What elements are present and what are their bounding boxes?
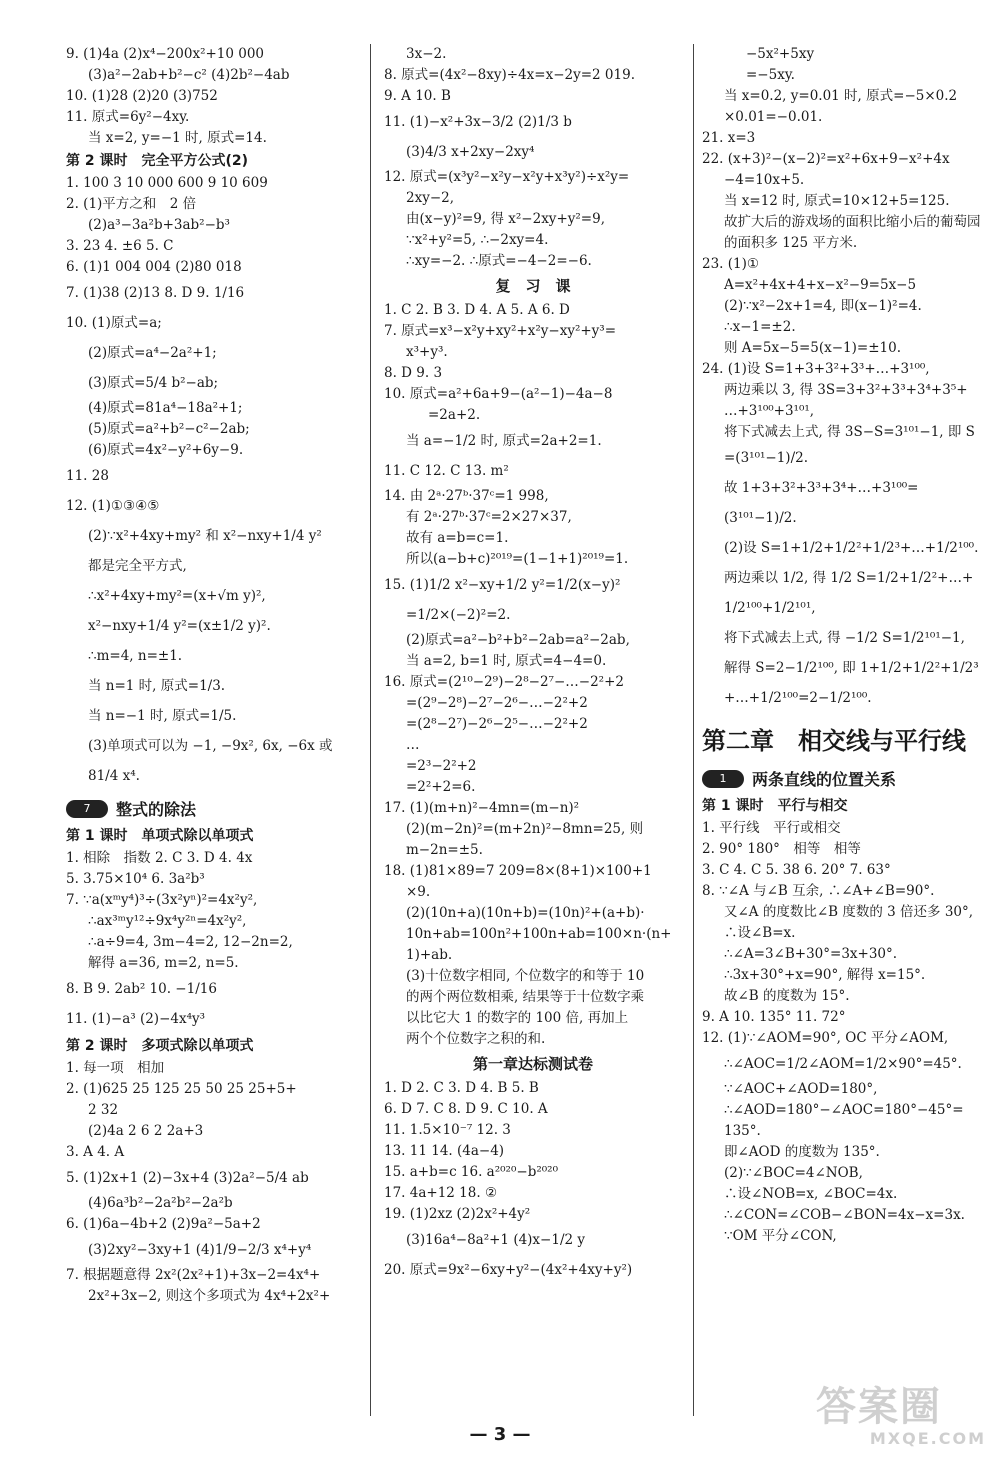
answer-line: … (406, 737, 420, 753)
answer-line: 当 a=−1/2 时, 原式=2a+2=1. (406, 433, 602, 449)
answer-line: (6)原式=4x²−y²+6y−9. (88, 442, 244, 458)
answer-line: A=x²+4x+4+x−x²−9=5x−5 (724, 277, 917, 293)
answer-line: 17. (1)(m+n)²−4mn=(m−n)² (384, 800, 580, 816)
answer-line: ∴x²+4xy+my²=(x+√m y)², (88, 588, 266, 604)
answer-line: 当 n=−1 时, 原式=1/5. (88, 708, 237, 724)
answer-line: 6. (1)1 004 004 (2)80 018 (66, 259, 242, 275)
answer-line: 10. (1)原式=a; (66, 315, 162, 331)
answer-line: 11. 28 (66, 468, 109, 484)
answer-line: 3x−2. (406, 46, 447, 62)
answer-line: x²−nxy+1/4 y²=(x±1/2 y)². (88, 618, 271, 634)
answer-line: x³+y³. (406, 344, 448, 360)
answer-line: (3)a²−2ab+b²−c² (4)2b²−4ab (88, 67, 290, 83)
answer-line: 故 1+3+3²+3³+3⁴+…+3¹⁰⁰= (724, 480, 919, 496)
answer-line: ∴∠AOC=1/2∠AOM=1/2×90°=45°. (724, 1056, 962, 1072)
answer-line: =2³−2²+2 (406, 758, 477, 774)
answer-line: 8. D 9. 3 (384, 365, 443, 381)
answer-line: 17. 4a+12 18. ② (384, 1185, 498, 1201)
answer-line: (3)十位数字相同, 个位数字的和等于 10 (406, 968, 645, 984)
answer-line: (3)原式=5/4 b²−ab; (88, 375, 219, 391)
section-title: 两条直线的位置关系 (752, 770, 897, 789)
answer-line: −4=10x+5. (724, 172, 805, 188)
answer-line: ∴∠CON=∠COB−∠BON=4x−x=3x. (724, 1207, 965, 1223)
answer-line: ∴设∠NOB=x, ∠BOC=4x. (724, 1186, 898, 1202)
answer-line: 故扩大后的游戏场的面积比缩小后的葡萄园 (724, 214, 981, 230)
answer-line: 18. (1)81×89=7 209=8×(8+1)×100+1 (384, 863, 652, 879)
column-middle (384, 44, 682, 1285)
watermark-site: MXQE.COM (869, 1429, 986, 1448)
answer-line: ∴∠A=3∠B+30°=3x+30°. (724, 946, 898, 962)
answer-line: ∴∠AOD=180°−∠AOC=180°−45°= (724, 1102, 964, 1118)
answer-line: +…+1/2¹⁰⁰=2−1/2¹⁰⁰. (724, 690, 872, 706)
answer-line: (2)原式=a⁴−2a²+1; (88, 345, 217, 361)
answer-line: (2)a³−3a²b+3ab²−b³ (88, 217, 230, 233)
middle-answers-part2 (384, 300, 682, 1050)
answer-line: 的面积多 125 平方米. (724, 235, 858, 251)
answer-line: 当 x=0.2, y=0.01 时, 原式=−5×0.2 (724, 88, 958, 104)
right-answers-part1 (702, 44, 988, 713)
answer-line: 由(x−y)²=9, 得 x²−2xy+y²=9, (406, 211, 605, 227)
answer-line: m−2n=±5. (406, 842, 483, 858)
answer-line: (3)4/3 x+2xy−2xy⁴ (406, 144, 535, 160)
answer-line: 12. (1)①③④⑤ (66, 498, 160, 514)
answer-line: 11. 原式=6y²−4xy. (66, 109, 190, 125)
right-answers-part2 (702, 794, 988, 1247)
answer-line: 8. 原式=(4x²−8xy)÷4x=x−2y=2 019. (384, 67, 635, 83)
answer-line: (2)4a 2 6 2 2a+3 (88, 1123, 204, 1139)
answer-line: ∴xy=−2. ∴原式=−4−2=−6. (406, 253, 592, 269)
answer-line: (3)16a⁴−8a²+1 (4)x−1/2 y (406, 1232, 586, 1248)
watermark-logo (816, 1385, 986, 1455)
lesson-heading: 第 1 课时 单项式除以单项式 (66, 828, 254, 844)
answer-line: 11. (1)−x²+3x−3/2 (2)1/3 b (384, 114, 572, 130)
section-title: 整式的除法 (116, 800, 197, 819)
answer-line: 135°. (724, 1123, 761, 1139)
answer-line: (2)(10n+a)(10n+b)=(10n)²+(a+b)· (406, 905, 645, 921)
answer-line: 2. 90° 180° 相等 相等 (702, 841, 861, 857)
chapter-test-title: 第一章达标测试卷 (472, 1055, 593, 1073)
answer-line: 当 a=2, b=1 时, 原式=4−4=0. (406, 653, 607, 669)
answer-line: 16. 原式=(2¹⁰−2⁹)−2⁸−2⁷−…−2²+2 (384, 674, 624, 690)
answer-line: 当 n=1 时, 原式=1/3. (88, 678, 226, 694)
answer-line: 12. 原式=(x³y²−x²y−x²y+x³y²)÷x²y= (384, 169, 630, 185)
answer-line: (3¹⁰¹−1)/2. (724, 510, 797, 526)
answer-line: (2)原式=a²−b²+b²−2ab=a²−2ab, (406, 632, 630, 648)
answer-line: 有 2ᵃ·27ᵇ·37ᶜ=2×27×37, (406, 509, 572, 525)
answer-line: 将下式减去上式, 得 3S−S=3¹⁰¹−1, 即 S (724, 424, 975, 440)
answer-line: =−5xy. (746, 67, 795, 83)
answer-line: 1. 每一项 相加 (66, 1060, 165, 1076)
answer-line: ∵x²+y²=5, ∴−2xy=4. (406, 232, 549, 248)
column-divider-2 (693, 44, 694, 1416)
answer-line: =2²+2=6. (406, 779, 476, 795)
answer-line: 1. 平行线 平行或相交 (702, 820, 841, 836)
answer-line: ∴3x+30°+x=90°, 解得 x=15°. (724, 967, 926, 983)
lesson-heading: 第 2 课时 完全平方公式(2) (66, 153, 249, 169)
answer-line: −5x²+5xy (746, 46, 815, 62)
answer-line: 3. A 4. A (66, 1144, 125, 1160)
answer-line: =1/2×(−2)²=2. (406, 607, 511, 623)
answer-line: 24. (1)设 S=1+3+3²+3³+…+3¹⁰⁰, (702, 361, 930, 377)
answer-line: 22. (x+3)²−(x−2)²=x²+6x+9−x²+4x (702, 151, 950, 167)
answer-line: 以比它大 1 的数字的 100 倍, 再加上 (406, 1010, 629, 1026)
answer-line: 又∠A 的度数比∠B 度数的 3 倍还多 30°, (724, 904, 974, 920)
answer-line: 3. C 4. C 5. 38 6. 20° 7. 63° (702, 862, 891, 878)
answer-line: 1/2¹⁰⁰+1/2¹⁰¹, (724, 600, 816, 616)
column-divider-1 (370, 44, 371, 1416)
answer-line: (2)∵x²−2x+1=4, 即(x−1)²=4. (724, 298, 922, 314)
answer-line: 的两个两位数相乘, 结果等于十位数字乘 (406, 989, 645, 1005)
answer-line: 10. (1)28 (2)20 (3)752 (66, 88, 218, 104)
answer-line: 1)+ab. (406, 947, 453, 963)
section-number-badge: 1 (702, 770, 744, 788)
answer-line: 则 A=5x−5=5(x−1)=±10. (724, 340, 901, 356)
answer-line: 23. (1)① (702, 256, 759, 272)
lesson-heading: 第 1 课时 平行与相交 (702, 798, 848, 814)
answer-line: 两边乘以 1/2, 得 1/2 S=1/2+1/2²+…+ (724, 570, 974, 586)
answer-line: 8. B 9. 2ab² 10. −1/16 (66, 981, 217, 997)
answer-line: 5. (1)2x+1 (2)−3x+4 (3)2a²−5/4 ab (66, 1170, 309, 1186)
answer-line: 将下式减去上式, 得 −1/2 S=1/2¹⁰¹−1, (724, 630, 965, 646)
answer-line: 2xy−2, (406, 190, 455, 206)
answer-line: 6. (1)6a−4b+2 (2)9a²−5a+2 (66, 1216, 261, 1232)
answer-line: (2)(m−2n)²=(m+2n)²−8mn=25, 则 (406, 821, 644, 837)
answer-line: 7. (1)38 (2)13 8. D 9. 1/16 (66, 285, 245, 301)
answer-line: 7. 原式=x³−x²y+xy²+x²y−xy²+y³= (384, 323, 617, 339)
answer-line: 2. (1)625 25 125 25 50 25 25+5+ (66, 1081, 297, 1097)
answer-line: 1. D 2. C 3. D 4. B 5. B (384, 1080, 539, 1096)
answer-line: =(3¹⁰¹−1)/2. (724, 450, 808, 466)
left-answers-part2 (66, 824, 358, 1307)
answer-line: (3)单项式可以为 −1, −9x², 6x, −6x 或 (88, 738, 333, 754)
section-header-lines (702, 767, 988, 790)
answer-line: ∴x−1=±2. (724, 319, 796, 335)
answer-line: ∴m=4, n=±1. (88, 648, 183, 664)
column-left (66, 44, 358, 1307)
answer-line: (5)原式=a²+b²−c²−2ab; (88, 421, 250, 437)
answer-line: 6. D 7. C 8. D 9. C 10. A (384, 1101, 548, 1117)
answer-line: 都是完全平方式, (88, 558, 187, 574)
watermark-text: 答案圈 (816, 1384, 942, 1430)
answer-line: =(2⁹−2⁸)−2⁷−2⁶−…−2²+2 (406, 695, 588, 711)
answer-line: ∵OM 平分∠CON, (724, 1228, 837, 1244)
answer-line: 两个个位数字之积的和. (406, 1031, 546, 1047)
middle-answers-part3 (384, 1078, 682, 1285)
answer-line: =2a+2. (428, 407, 481, 423)
answer-line: 2 32 (88, 1102, 119, 1118)
chapter-title: 第二章 相交线与平行线 (702, 727, 966, 755)
answer-line: 11. (1)−a³ (2)−4x⁴y³ (66, 1011, 206, 1027)
answer-line: 9. A 10. 135° 11. 72° (702, 1009, 846, 1025)
answer-line: 3. 23 4. ±6 5. C (66, 238, 174, 254)
answer-line: 解得 S=2−1/2¹⁰⁰, 即 1+1/2+1/2²+1/2³ (724, 660, 979, 676)
answer-line: 2. (1)平方之和 2 倍 (66, 196, 197, 212)
section-number-badge: 7 (66, 800, 108, 818)
answer-line: 解得 a=36, m=2, n=5. (88, 955, 239, 971)
answer-line: 20. 原式=9x²−6xy+y²−(4x²+4xy+y²) (384, 1262, 633, 1278)
answer-line: 1. C 2. B 3. D 4. A 5. A 6. D (384, 302, 570, 318)
answer-line: 81/4 x⁴. (88, 768, 140, 784)
answer-line: 5. 3.75×10⁴ 6. 3a²b³ (66, 871, 205, 887)
answer-line: 12. (1)∵∠AOM=90°, OC 平分∠AOM, (702, 1030, 949, 1046)
answer-line: 9. (1)4a (2)x⁴−200x²+10 000 (66, 46, 265, 62)
answer-line: 1. 相除 指数 2. C 3. D 4. 4x (66, 850, 253, 866)
answer-line: 所以(a−b+c)²⁰¹⁹=(1−1+1)²⁰¹⁹=1. (406, 551, 629, 567)
review-lesson-title: 复 习 课 (495, 277, 571, 295)
answer-line: 10. 原式=a²+6a+9−(a²−1)−4a−8 (384, 386, 613, 402)
answer-line: 9. A 10. B (384, 88, 451, 104)
answer-line: 8. ∵∠A 与∠B 互余, ∴∠A+∠B=90°. (702, 883, 935, 899)
answer-line: 11. 1.5×10⁻⁷ 12. 3 (384, 1122, 511, 1138)
section-header-division (66, 797, 358, 820)
answer-line: 11. C 12. C 13. m² (384, 463, 509, 479)
answer-line: ∴a÷9=4, 3m−4=2, 12−2n=2, (88, 934, 293, 950)
answer-line: ×9. (406, 884, 431, 900)
answer-line: (3)2xy²−3xy+1 (4)1/9−2/3 x⁴+y⁴ (88, 1242, 312, 1258)
lesson-heading: 第 2 课时 多项式除以单项式 (66, 1038, 254, 1054)
answer-line: 1. 100 3 10 000 600 9 10 609 (66, 175, 268, 191)
answer-line: (4)6a³b²−2a²b²−2a²b (88, 1195, 233, 1211)
answer-line: ∵∠AOC+∠AOD=180°, (724, 1081, 878, 1097)
answer-line: (2)∵x²+4xy+my² 和 x²−nxy+1/4 y² (88, 528, 322, 544)
left-answers-part1 (66, 44, 358, 791)
answer-line: 故有 a=b=c=1. (406, 530, 509, 546)
answer-line: 两边乘以 3, 得 3S=3+3²+3³+3⁴+3⁵+ (724, 382, 968, 398)
answer-line: 当 x=12 时, 原式=10×12+5=125. (724, 193, 950, 209)
answer-line: …+3¹⁰⁰+3¹⁰¹, (724, 403, 815, 419)
answer-line: =(2⁸−2⁷)−2⁶−2⁵−…−2²+2 (406, 716, 588, 732)
answer-line: ∴ax³ᵐy¹²÷9x⁴y²ⁿ=4x²y², (88, 913, 247, 929)
answer-line: 当 x=2, y=−1 时, 原式=14. (88, 130, 267, 146)
answer-line: ∴设∠B=x. (724, 925, 796, 941)
answer-line: 7. ∵a(xᵐy⁴)³÷(3x²yⁿ)²=4x²y², (66, 892, 258, 908)
answer-line: 10n+ab=100n²+100n+ab=100×n·(n+ (406, 926, 672, 942)
answer-line: 故∠B 的度数为 15°. (724, 988, 850, 1004)
answer-line: (2)设 S=1+1/2+1/2²+1/2³+…+1/2¹⁰⁰. (724, 540, 979, 556)
answer-line: 15. (1)1/2 x²−xy+1/2 y²=1/2(x−y)² (384, 577, 621, 593)
answer-line: 2x²+3x−2, 则这个多项式为 4x⁴+2x²+ (88, 1288, 331, 1304)
page-number: — 3 — (469, 1424, 531, 1445)
answer-line: 19. (1)2xz (2)2x²+4y² (384, 1206, 531, 1222)
middle-answers-part1 (384, 44, 682, 272)
answer-line: (2)∵∠BOC=4∠NOB, (724, 1165, 863, 1181)
answer-line: ×0.01=−0.01. (724, 109, 823, 125)
answer-line: 13. 11 14. (4a−4) (384, 1143, 505, 1159)
column-right (702, 44, 988, 1247)
answer-line: 7. 根据题意得 2x²(2x²+1)+3x−2=4x⁴+ (66, 1267, 321, 1283)
answer-line: 15. a+b=c 16. a²⁰²⁰−b²⁰²⁰ (384, 1164, 558, 1180)
answer-line: 即∠AOD 的度数为 135°. (724, 1144, 880, 1160)
answer-line: 14. 由 2ᵃ·27ᵇ·37ᶜ=1 998, (384, 488, 549, 504)
answer-line: (4)原式=81a⁴−18a²+1; (88, 400, 243, 416)
answer-line: 21. x=3 (702, 130, 756, 146)
